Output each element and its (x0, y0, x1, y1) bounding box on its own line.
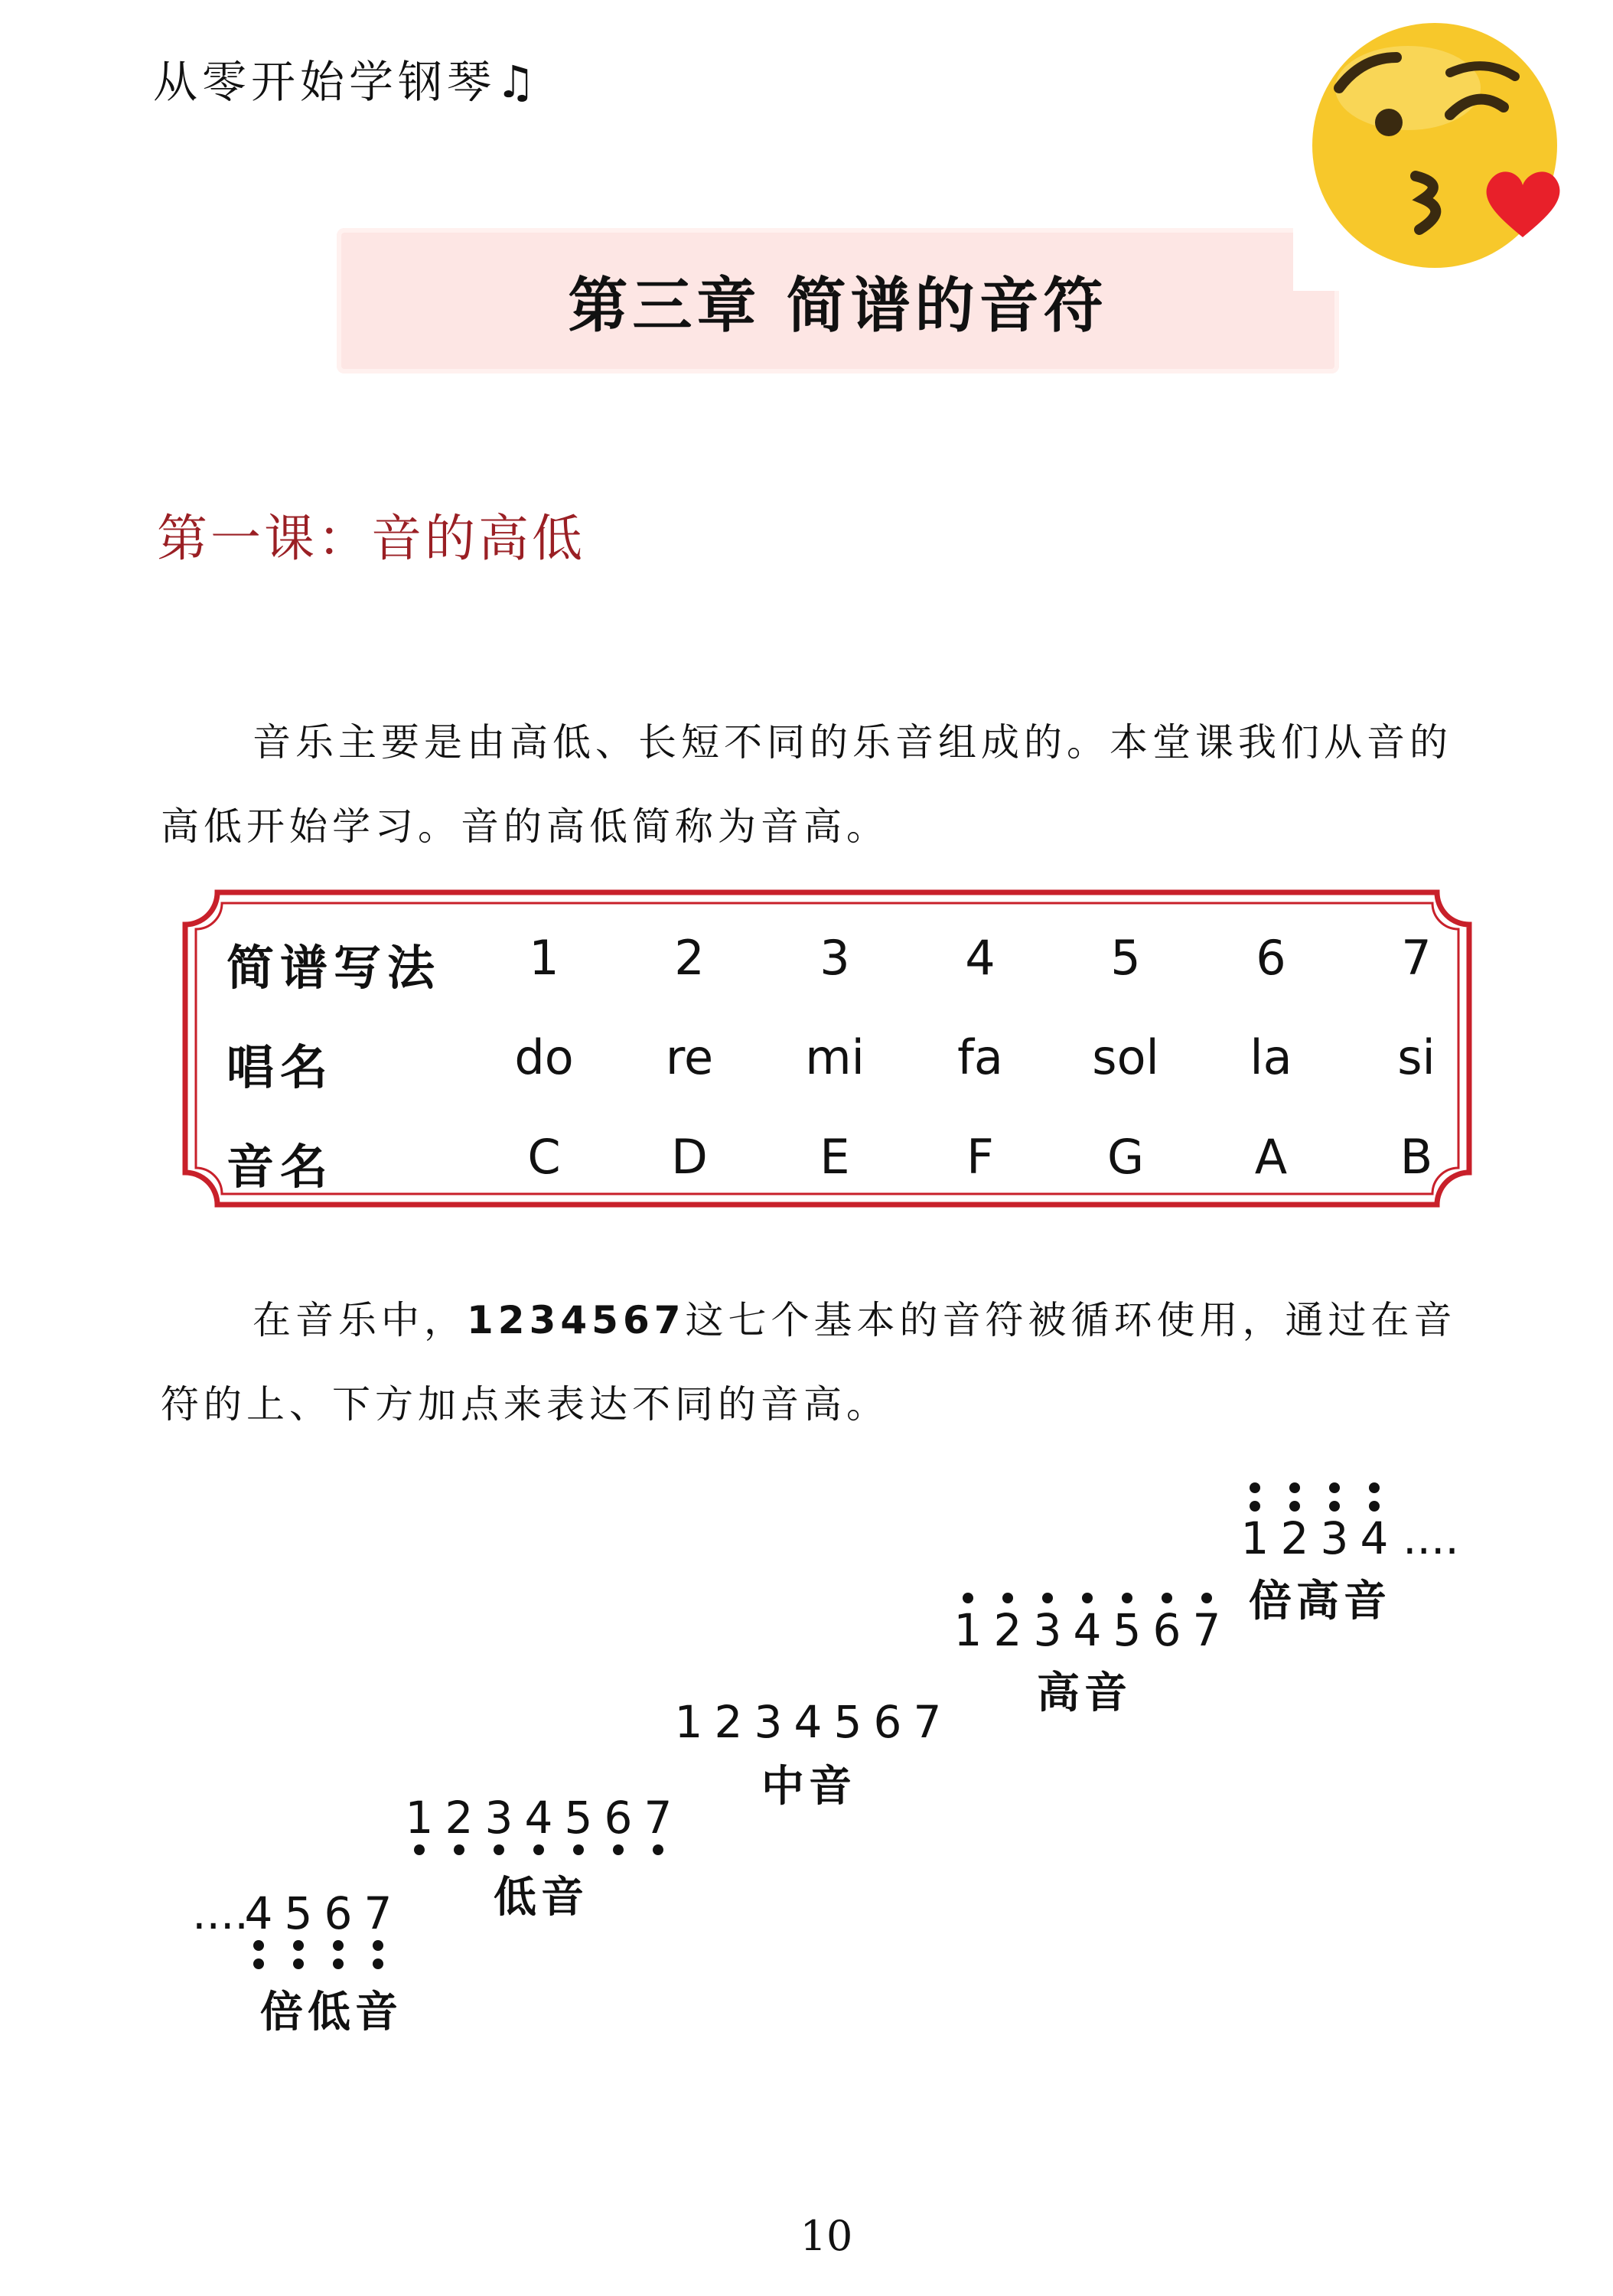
notation-cell: 5 (1110, 930, 1141, 986)
jianpu-note: 2 (993, 1604, 1022, 1656)
octave-dot (1369, 1482, 1380, 1493)
jianpu-note: 7 (363, 1887, 393, 1939)
octave-dot (494, 1844, 504, 1855)
jianpu-note: 5 (833, 1696, 862, 1748)
notation-cell: 2 (674, 930, 705, 986)
lesson-title: 第一课：音的高低 (157, 509, 585, 568)
pitch-name-cell: D (671, 1129, 708, 1185)
octave-dot (253, 1940, 264, 1951)
jianpu-note: 7 (1192, 1604, 1221, 1656)
jianpu-note: 4 (1360, 1512, 1389, 1564)
octave-dot (1289, 1501, 1300, 1512)
jianpu-note: 4 (793, 1696, 823, 1748)
jianpu-note: 6 (873, 1696, 902, 1748)
notation-cell: 4 (965, 930, 995, 986)
octave-dot (613, 1844, 624, 1855)
chapter-title: 第三章 简谱的音符 (568, 272, 1108, 341)
pitch-name-cell: F (966, 1129, 994, 1185)
pitch-name-cell: G (1106, 1129, 1145, 1185)
solfege-cell: re (665, 1029, 714, 1085)
ellipsis-mark: .... (1403, 1512, 1459, 1564)
jianpu-note: 2 (1280, 1512, 1309, 1564)
page-number: 10 (800, 2212, 853, 2260)
jianpu-note: 5 (1113, 1604, 1142, 1656)
notation-cell: 7 (1401, 930, 1432, 986)
cycle-paragraph-numbers: 1234567 (467, 1298, 686, 1342)
octave-dot (253, 1958, 264, 1969)
notation-cell: 1 (529, 930, 559, 986)
octave-dot (333, 1940, 344, 1951)
ellipsis-mark: .... (192, 1887, 249, 1939)
octave-dot (293, 1958, 304, 1969)
octave-dot (414, 1844, 425, 1855)
octave-dot (373, 1958, 383, 1969)
jianpu-note: 2 (714, 1696, 743, 1748)
register-label-low: 低音 (494, 1872, 588, 1923)
row-label-solfege: 唱名 (226, 1039, 334, 1095)
jianpu-note: 6 (604, 1792, 633, 1844)
jianpu-note: 3 (1320, 1512, 1349, 1564)
jianpu-note: 4 (244, 1887, 273, 1939)
jianpu-note: 4 (524, 1792, 553, 1844)
jianpu-note: 2 (445, 1792, 474, 1844)
pitch-name-cell: C (527, 1129, 561, 1185)
pitch-name-cell: E (820, 1129, 850, 1185)
jianpu-note: 1 (1240, 1512, 1269, 1564)
intro-paragraph-text: 音乐主要是由高低、长短不同的乐音组成的。本堂课我们从音的高低开始学习。音的高低简称为音高。 (161, 720, 1452, 849)
notation-cell: 3 (820, 930, 850, 986)
cycle-paragraph-after: 这七个基本的音符被循环使用，通过在音符的上、下方加点来表达不同的音高。 (161, 1298, 1457, 1427)
octave-dot (1250, 1501, 1260, 1512)
solfege-cell: sol (1092, 1029, 1159, 1085)
octave-dot (533, 1844, 544, 1855)
book-title: 从零开始学钢琴♫ (153, 56, 540, 108)
octave-dot (454, 1844, 464, 1855)
octave-dot (333, 1958, 344, 1969)
octave-dot (1369, 1501, 1380, 1512)
octave-dot (1002, 1593, 1013, 1603)
solfege-cell: mi (805, 1029, 865, 1085)
row-label-pitch-name: 音名 (226, 1139, 334, 1195)
octave-dot (1122, 1593, 1132, 1603)
octave-dot (373, 1940, 383, 1951)
pitch-name-cell: A (1254, 1129, 1288, 1185)
jianpu-note: 3 (754, 1696, 783, 1748)
jianpu-note: 6 (1152, 1604, 1181, 1656)
jianpu-note: 1 (953, 1604, 982, 1656)
octave-dot (293, 1940, 304, 1951)
jianpu-note: 7 (913, 1696, 942, 1748)
octave-dot (1250, 1482, 1260, 1493)
register-label-middle: 中音 (761, 1761, 856, 1812)
pitch-name-cell: B (1400, 1129, 1433, 1185)
jianpu-note: 3 (1033, 1604, 1062, 1656)
octave-dot (1082, 1593, 1093, 1603)
jianpu-note: 3 (484, 1792, 513, 1844)
jianpu-note: 5 (564, 1792, 593, 1844)
octave-dot (963, 1593, 973, 1603)
octave-dot (1162, 1593, 1172, 1603)
register-label-double-low: 倍低音 (260, 1987, 402, 2037)
octave-dot (1329, 1501, 1340, 1512)
jianpu-note: 1 (405, 1792, 434, 1844)
notation-cell: 6 (1256, 930, 1286, 986)
jianpu-note: 1 (674, 1696, 703, 1748)
octave-dot (1042, 1593, 1053, 1603)
solfege-cell: do (514, 1029, 574, 1085)
octave-dot (1329, 1482, 1340, 1493)
solfege-cell: la (1250, 1029, 1292, 1085)
jianpu-note: 5 (284, 1887, 313, 1939)
jianpu-note: 7 (644, 1792, 673, 1844)
octave-dot (1201, 1593, 1212, 1603)
octave-dot (573, 1844, 584, 1855)
register-label-double-high: 倍高音 (1249, 1576, 1391, 1626)
solfege-cell: fa (957, 1029, 1003, 1085)
row-label-notation: 简谱写法 (226, 940, 442, 996)
octave-dot (1289, 1482, 1300, 1493)
jianpu-note: 4 (1073, 1604, 1102, 1656)
cycle-paragraph-before: 在音乐中， (253, 1298, 467, 1342)
solfege-cell: si (1397, 1029, 1435, 1085)
register-label-high: 高音 (1037, 1668, 1132, 1718)
octave-dot (653, 1844, 663, 1855)
jianpu-note: 6 (324, 1887, 353, 1939)
